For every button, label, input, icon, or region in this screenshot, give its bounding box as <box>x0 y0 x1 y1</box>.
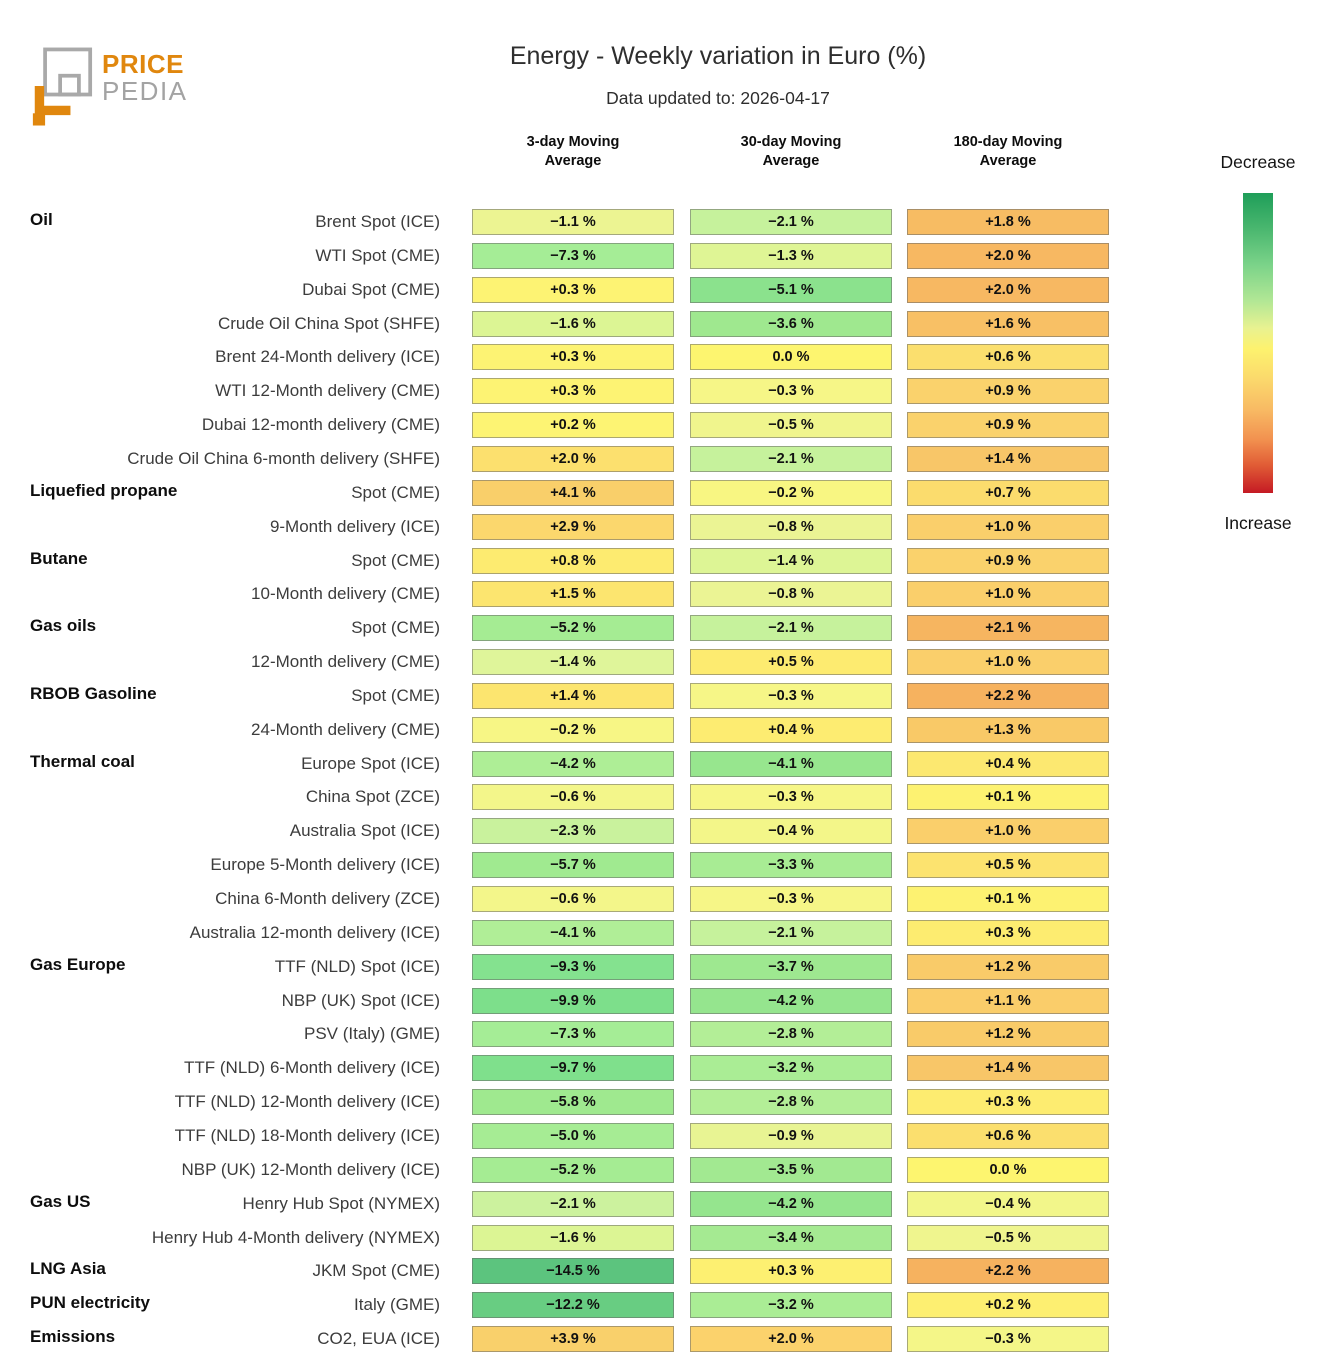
table-row <box>30 645 1109 679</box>
table-row <box>30 814 1109 848</box>
row-label: Europe Spot (ICE) <box>301 753 440 773</box>
row-label: Spot (CME) <box>351 482 440 502</box>
heatmap-cell-180day: +2.0 % <box>907 277 1109 303</box>
column-header-line: Average <box>544 153 602 169</box>
row-label: Spot (CME) <box>351 618 440 638</box>
column-header-line: Average <box>762 153 820 169</box>
heatmap-cell-180day: +0.6 % <box>907 1123 1109 1149</box>
heatmap-cell-30day: −2.1 % <box>690 920 892 946</box>
table-row <box>30 340 1109 374</box>
column-header-line: Average <box>979 153 1037 169</box>
table-row <box>30 510 1109 544</box>
row-label: Italy (GME) <box>354 1295 440 1315</box>
heatmap-cell-3day: −7.3 % <box>472 1021 674 1047</box>
heatmap-cell-180day: +1.4 % <box>907 446 1109 472</box>
heatmap-cell-3day: −1.1 % <box>472 209 674 235</box>
heatmap-cell-3day: −5.0 % <box>472 1123 674 1149</box>
heatmap-cell-30day: −2.8 % <box>690 1021 892 1047</box>
group-label: Liquefied propane <box>30 480 178 500</box>
heatmap-cell-180day: +1.4 % <box>907 1055 1109 1081</box>
heatmap-cell-3day: −14.5 % <box>472 1258 674 1284</box>
table-row <box>30 544 1109 578</box>
heatmap-cell-180day: +1.0 % <box>907 514 1109 540</box>
heatmap-cell-30day: −4.2 % <box>690 1191 892 1217</box>
row-label: Dubai 12-month delivery (CME) <box>201 415 440 435</box>
column-header-3day <box>472 133 674 171</box>
heatmap-cell-3day: −2.1 % <box>472 1191 674 1217</box>
heatmap-cell-3day: −12.2 % <box>472 1292 674 1318</box>
heatmap-cell-30day: −4.2 % <box>690 988 892 1014</box>
heatmap-cell-180day: +0.9 % <box>907 378 1109 404</box>
heatmap-cell-180day: +1.2 % <box>907 1021 1109 1047</box>
heatmap-cell-3day: +0.8 % <box>472 548 674 574</box>
heatmap-cell-180day: +0.9 % <box>907 548 1109 574</box>
heatmap-cell-3day: −0.6 % <box>472 886 674 912</box>
row-label: 10-Month delivery (CME) <box>251 584 440 604</box>
heatmap-cell-30day: −1.4 % <box>690 548 892 574</box>
heatmap-cell-3day: +0.3 % <box>472 277 674 303</box>
heatmap-cell-180day: +1.6 % <box>907 311 1109 337</box>
group-label: Gas oils <box>30 616 97 636</box>
row-label: NBP (UK) 12-Month delivery (ICE) <box>181 1159 440 1179</box>
heatmap-cell-180day: +0.1 % <box>907 886 1109 912</box>
logo-text-pedia: PEDIA <box>102 76 188 106</box>
heatmap-cell-3day: −1.6 % <box>472 311 674 337</box>
heatmap-cell-3day: −9.3 % <box>472 954 674 980</box>
table-row <box>30 950 1109 984</box>
group-label: PUN electricity <box>30 1293 150 1313</box>
heatmap-cell-180day: −0.5 % <box>907 1225 1109 1251</box>
heatmap-cell-180day: +0.5 % <box>907 852 1109 878</box>
column-header-line: 30-day Moving <box>740 134 842 150</box>
heatmap-cell-3day: −9.7 % <box>472 1055 674 1081</box>
table-row <box>30 1085 1109 1119</box>
heatmap-cell-30day: −4.1 % <box>690 751 892 777</box>
row-label: TTF (NLD) Spot (ICE) <box>274 956 440 976</box>
heatmap-cell-3day: +4.1 % <box>472 480 674 506</box>
heatmap-cell-180day: +0.3 % <box>907 1089 1109 1115</box>
heatmap-cell-3day: −1.6 % <box>472 1225 674 1251</box>
column-header-30day <box>690 133 892 171</box>
chart-subtitle: Data updated to: 2026-04-17 <box>606 88 830 108</box>
heatmap-cell-30day: −3.2 % <box>690 1055 892 1081</box>
row-label: JKM Spot (CME) <box>312 1261 440 1281</box>
heatmap-cell-30day: −0.8 % <box>690 514 892 540</box>
table-row <box>30 1051 1109 1085</box>
table-row <box>30 611 1109 645</box>
heatmap-cell-30day: −2.1 % <box>690 209 892 235</box>
heatmap-cell-180day: +1.2 % <box>907 954 1109 980</box>
heatmap-cell-30day: −1.3 % <box>690 243 892 269</box>
row-label: Brent 24-Month delivery (ICE) <box>215 347 440 367</box>
table-row <box>30 747 1109 781</box>
heatmap-cell-30day: −5.1 % <box>690 277 892 303</box>
heatmap-cell-180day: +0.1 % <box>907 784 1109 810</box>
table-row <box>30 984 1109 1018</box>
heatmap-cell-30day: −3.2 % <box>690 1292 892 1318</box>
table-row <box>30 1187 1109 1221</box>
row-label: China Spot (ZCE) <box>305 787 440 807</box>
heatmap-cell-30day: +0.5 % <box>690 649 892 675</box>
row-label: 9-Month delivery (ICE) <box>269 516 440 536</box>
heatmap-cell-30day: +0.4 % <box>690 717 892 743</box>
heatmap-cell-3day: −1.4 % <box>472 649 674 675</box>
heatmap-cell-180day: −0.3 % <box>907 1326 1109 1352</box>
group-label: Oil <box>30 210 53 229</box>
heatmap-cell-3day: −2.3 % <box>472 818 674 844</box>
row-label: Spot (CME) <box>351 685 440 705</box>
group-label: LNG Asia <box>30 1259 106 1279</box>
row-label: WTI Spot (CME) <box>315 245 440 265</box>
heatmap-cell-180day: +1.0 % <box>907 581 1109 607</box>
heatmap-cell-30day: −0.3 % <box>690 683 892 709</box>
heatmap-cell-180day: +0.4 % <box>907 751 1109 777</box>
row-label: NBP (UK) Spot (ICE) <box>281 990 440 1010</box>
table-row <box>30 577 1109 611</box>
table-row <box>30 205 1109 239</box>
heatmap-cell-180day: +2.1 % <box>907 615 1109 641</box>
table-row <box>30 442 1109 476</box>
heatmap-cell-180day: +1.8 % <box>907 209 1109 235</box>
pricepedia-logo-icon <box>31 46 93 128</box>
legend-increase-label: Increase <box>1224 513 1292 533</box>
group-label: Gas Europe <box>30 954 126 974</box>
row-label: TTF (NLD) 12-Month delivery (ICE) <box>174 1092 440 1112</box>
heatmap-cell-180day: +1.0 % <box>907 649 1109 675</box>
table-row <box>30 273 1109 307</box>
heatmap-cell-30day: −3.7 % <box>690 954 892 980</box>
row-label: Dubai Spot (CME) <box>302 279 440 299</box>
table-row <box>30 1322 1109 1356</box>
heatmap-cell-3day: −5.7 % <box>472 852 674 878</box>
heatmap-cell-30day: +2.0 % <box>690 1326 892 1352</box>
heatmap-cell-30day: −3.3 % <box>690 852 892 878</box>
logo-text-price: PRICE <box>102 49 184 79</box>
heatmap-cell-3day: −0.6 % <box>472 784 674 810</box>
heatmap-cell-180day: +1.0 % <box>907 818 1109 844</box>
table-row <box>30 882 1109 916</box>
row-label: 24-Month delivery (CME) <box>251 719 440 739</box>
heatmap-cell-3day: +0.3 % <box>472 378 674 404</box>
heatmap-cell-30day: 0.0 % <box>690 344 892 370</box>
heatmap-cell-180day: +0.7 % <box>907 480 1109 506</box>
table-row <box>30 1119 1109 1153</box>
row-label: Australia 12-month delivery (ICE) <box>189 922 440 942</box>
heatmap-cell-180day: +0.6 % <box>907 344 1109 370</box>
heatmap-cell-3day: −5.2 % <box>472 1157 674 1183</box>
heatmap-rows <box>30 205 1109 1357</box>
row-label: 12-Month delivery (CME) <box>251 652 440 672</box>
heatmap-cell-180day: +2.2 % <box>907 1258 1109 1284</box>
table-row <box>30 374 1109 408</box>
group-label: Thermal coal <box>30 751 135 771</box>
table-row <box>30 239 1109 273</box>
row-label: CO2, EUA (ICE) <box>317 1329 440 1349</box>
heatmap-cell-180day: 0.0 % <box>907 1157 1109 1183</box>
heatmap-cell-3day: +3.9 % <box>472 1326 674 1352</box>
heatmap-cell-3day: −9.9 % <box>472 988 674 1014</box>
row-label: TTF (NLD) 18-Month delivery (ICE) <box>174 1125 440 1145</box>
heatmap-cell-3day: −7.3 % <box>472 243 674 269</box>
row-label: Europe 5-Month delivery (ICE) <box>210 855 440 875</box>
row-label: Brent Spot (ICE) <box>315 212 440 231</box>
row-label: China 6-Month delivery (ZCE) <box>215 889 440 908</box>
heatmap-cell-30day: −0.8 % <box>690 581 892 607</box>
table-row <box>30 408 1109 442</box>
table-row <box>30 476 1109 510</box>
heatmap-cell-180day: +0.9 % <box>907 412 1109 438</box>
table-row <box>30 848 1109 882</box>
group-label: RBOB Gasoline <box>30 683 157 703</box>
table-row <box>30 1221 1109 1255</box>
table-row <box>30 1153 1109 1187</box>
heatmap-cell-30day: −2.1 % <box>690 615 892 641</box>
column-header-180day <box>907 133 1109 171</box>
heatmap-cell-30day: −3.6 % <box>690 311 892 337</box>
legend-gradient-bar <box>1243 193 1273 493</box>
row-label: TTF (NLD) 6-Month delivery (ICE) <box>184 1058 440 1078</box>
group-label: Emissions <box>30 1327 116 1347</box>
row-label: Crude Oil China 6-month delivery (SHFE) <box>127 448 440 468</box>
heatmap-cell-3day: −0.2 % <box>472 717 674 743</box>
column-header-line: 180-day Moving <box>953 134 1063 150</box>
heatmap-cell-3day: +1.4 % <box>472 683 674 709</box>
chart-title: Energy - Weekly variation in Euro (%) <box>509 42 927 70</box>
row-label: Henry Hub Spot (NYMEX) <box>242 1193 440 1213</box>
heatmap-cell-30day: −3.4 % <box>690 1225 892 1251</box>
heatmap-cell-30day: −0.5 % <box>690 412 892 438</box>
row-label: PSV (Italy) (GME) <box>303 1024 440 1044</box>
heatmap-cell-30day: −0.2 % <box>690 480 892 506</box>
heatmap-cell-30day: −3.5 % <box>690 1157 892 1183</box>
heatmap-cell-180day: +0.2 % <box>907 1292 1109 1318</box>
heatmap-cell-3day: −4.2 % <box>472 751 674 777</box>
row-label: Spot (CME) <box>351 550 440 570</box>
heatmap-cell-30day: −0.4 % <box>690 818 892 844</box>
heatmap-cell-30day: −0.3 % <box>690 784 892 810</box>
heatmap-cell-3day: +0.2 % <box>472 412 674 438</box>
row-label: Australia Spot (ICE) <box>289 821 440 841</box>
column-header-line: 3-day Moving <box>526 134 620 150</box>
row-label: Henry Hub 4-Month delivery (NYMEX) <box>151 1227 440 1247</box>
table-row <box>30 713 1109 747</box>
table-row <box>30 1254 1109 1288</box>
heatmap-cell-180day: +2.0 % <box>907 243 1109 269</box>
group-label: Gas US <box>30 1191 91 1211</box>
heatmap-cell-3day: −4.1 % <box>472 920 674 946</box>
heatmap-cell-3day: −5.8 % <box>472 1089 674 1115</box>
heatmap-cell-180day: −0.4 % <box>907 1191 1109 1217</box>
heatmap-cell-180day: +1.3 % <box>907 717 1109 743</box>
heatmap-cell-180day: +1.1 % <box>907 988 1109 1014</box>
heatmap-cell-30day: −0.9 % <box>690 1123 892 1149</box>
table-row <box>30 679 1109 713</box>
heatmap-cell-3day: −5.2 % <box>472 615 674 641</box>
heatmap-cell-3day: +2.0 % <box>472 446 674 472</box>
table-row <box>30 916 1109 950</box>
heatmap-cell-30day: −2.8 % <box>690 1089 892 1115</box>
heatmap-cell-3day: +1.5 % <box>472 581 674 607</box>
group-label: Butane <box>30 548 88 568</box>
heatmap-cell-30day: −0.3 % <box>690 886 892 912</box>
row-label: WTI 12-Month delivery (CME) <box>215 381 440 401</box>
heatmap-cell-30day: −2.1 % <box>690 446 892 472</box>
heatmap-cell-3day: +0.3 % <box>472 344 674 370</box>
legend-decrease-label: Decrease <box>1220 152 1296 172</box>
heatmap-cell-30day: +0.3 % <box>690 1258 892 1284</box>
heatmap-cell-180day: +0.3 % <box>907 920 1109 946</box>
heatmap-cell-3day: +2.9 % <box>472 514 674 540</box>
table-row <box>30 1288 1109 1322</box>
table-row <box>30 307 1109 341</box>
heatmap-cell-180day: +2.2 % <box>907 683 1109 709</box>
table-row <box>30 1017 1109 1051</box>
heatmap-cell-30day: −0.3 % <box>690 378 892 404</box>
row-label: Crude Oil China Spot (SHFE) <box>217 313 440 333</box>
table-row <box>30 780 1109 814</box>
